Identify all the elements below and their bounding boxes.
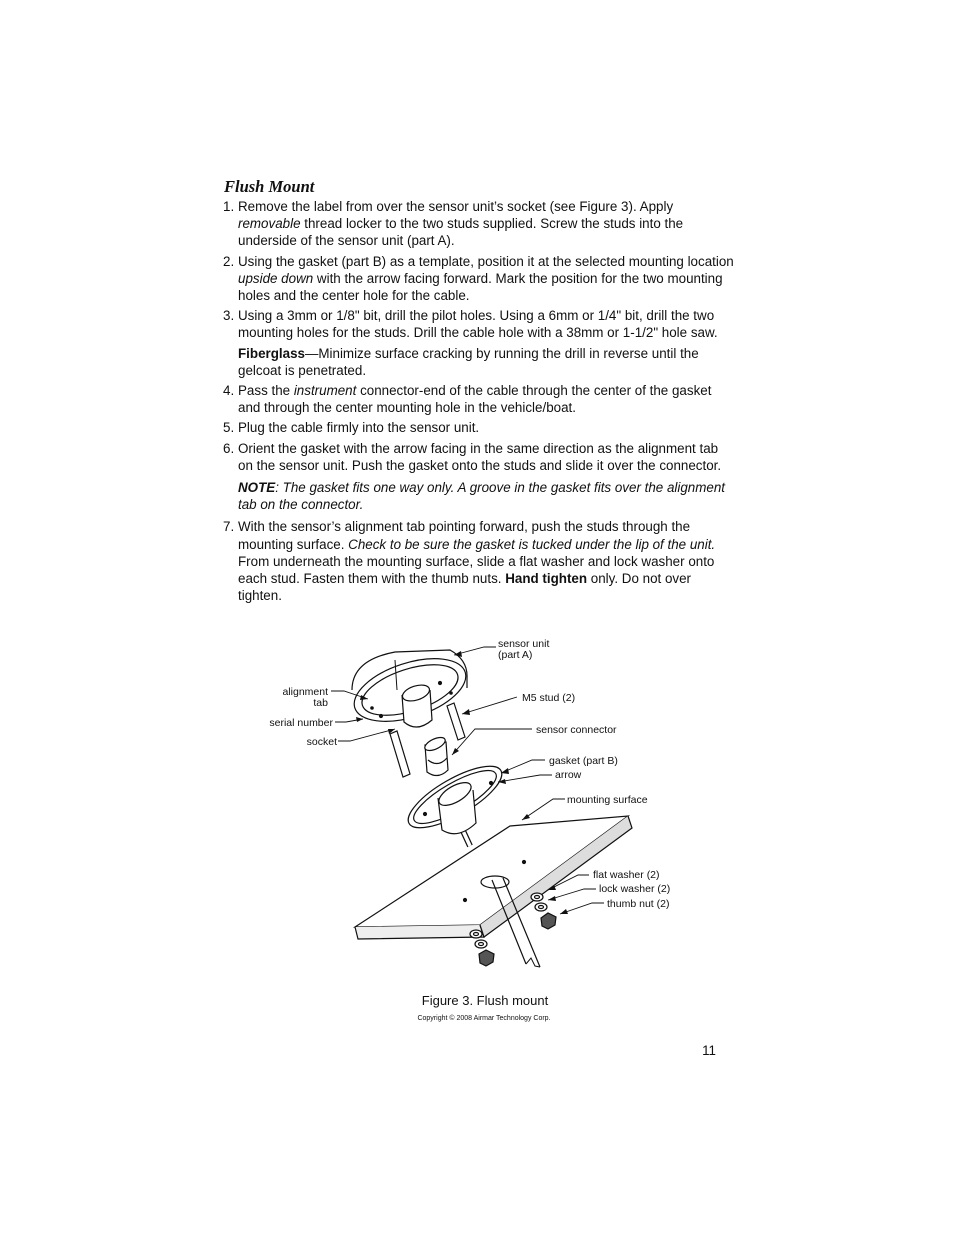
step-emphasis: Check to be sure the gasket is tucked under the lip of the unit. xyxy=(348,536,716,552)
label-thumb-nut: thumb nut (2) xyxy=(607,898,670,910)
label-arrow: arrow xyxy=(555,769,582,781)
step-text-part: only. Do not over tighten. xyxy=(238,571,692,604)
step-number: 3. xyxy=(223,308,235,324)
step-text-part: Orient the gasket with the arrow facing in the same direction as the alignment tab on the sensor unit. Push the gasket onto the studs and slide it over the connector. xyxy=(238,440,722,473)
step-text-part: with the arrow facing forward. Mark the position for the two mounting holes and the center hole for the cable. xyxy=(238,270,723,304)
mounting-surface-plate xyxy=(355,816,632,939)
step-text-part: Remove the label from over the sensor unit’s socket (see Figure 3). Apply xyxy=(238,199,674,214)
label-sensor-unit-part: (part A) xyxy=(498,649,533,661)
step-text-part: From underneath the mounting surface, slide a flat washer and lock washer onto each stud. Fasten them with the thumb nuts. xyxy=(238,553,715,587)
label-lock-washer: lock washer (2) xyxy=(599,883,671,895)
copyright-notice: Copyright © 2008 Airmar Technology Corp. xyxy=(417,1015,551,1022)
label-alignment-tab-2: tab xyxy=(313,697,328,709)
label-m5-stud: M5 stud (2) xyxy=(522,692,576,704)
step-number: 4. xyxy=(223,383,235,399)
step-text-part: thread locker to the two studs supplied. Screw the studs into the underside of the sensor unit (part A). xyxy=(238,216,684,249)
washers-and-nuts-left xyxy=(470,930,494,966)
sensor-connector xyxy=(423,735,448,776)
label-socket: socket xyxy=(306,736,337,748)
tip-text: —Minimize surface cracking by running the drill in reverse until the gelcoat is penetrated. xyxy=(238,345,699,378)
step-number: 2. xyxy=(223,253,235,269)
step-strong: Hand tighten xyxy=(505,571,588,587)
step-text-part: Plug the cable firmly into the sensor unit. xyxy=(238,420,480,436)
label-sensor-unit: sensor unit xyxy=(498,638,550,650)
figure-caption: Figure 3. Flush mount xyxy=(421,993,549,1008)
step-number: 6. xyxy=(223,440,235,456)
section-heading: Flush Mount xyxy=(224,177,315,196)
label-flat-washer: flat washer (2) xyxy=(593,869,660,881)
gasket xyxy=(400,755,510,839)
step-text-part: Pass the xyxy=(238,383,294,399)
step-emphasis: instrument xyxy=(293,383,357,399)
step-text-part: connector-end of the cable through the center of the gasket and through the center mounting hole in the vehicle/boat. xyxy=(238,383,712,416)
step-number: 7. xyxy=(223,519,235,535)
label-serial-number: serial number xyxy=(269,717,333,729)
tip-label: Fiberglass xyxy=(238,345,305,361)
label-gasket: gasket (part B) xyxy=(549,755,618,767)
label-alignment-tab: alignment xyxy=(282,686,328,698)
step-text-part: With the sensor’s alignment tab pointing forward, push the studs through the mounting surface. xyxy=(238,519,691,552)
page-number: 11 xyxy=(702,1043,716,1058)
note-text: : The gasket fits one way only. A groove in the gasket fits over the alignment tab on the connector. xyxy=(238,480,726,513)
step-text-part: Using a 3mm or 1/8" bit, drill the pilot holes. Using a 6mm or 1/4" bit, drill the two mounting holes for the studs. Drill the cable hole with a 38mm or 1-1/2" hole saw. xyxy=(238,308,718,341)
step-number: 1. xyxy=(223,199,235,214)
step-emphasis: removable xyxy=(238,216,301,232)
note-label: NOTE xyxy=(238,480,276,496)
step-emphasis: upside down xyxy=(238,270,314,286)
step-text-part: Using the gasket (part B) as a template, position it at the selected mounting location xyxy=(238,253,734,269)
label-mounting-surface: mounting surface xyxy=(567,794,648,806)
step-number: 5. xyxy=(223,420,235,436)
label-sensor-connector: sensor connector xyxy=(536,724,617,736)
